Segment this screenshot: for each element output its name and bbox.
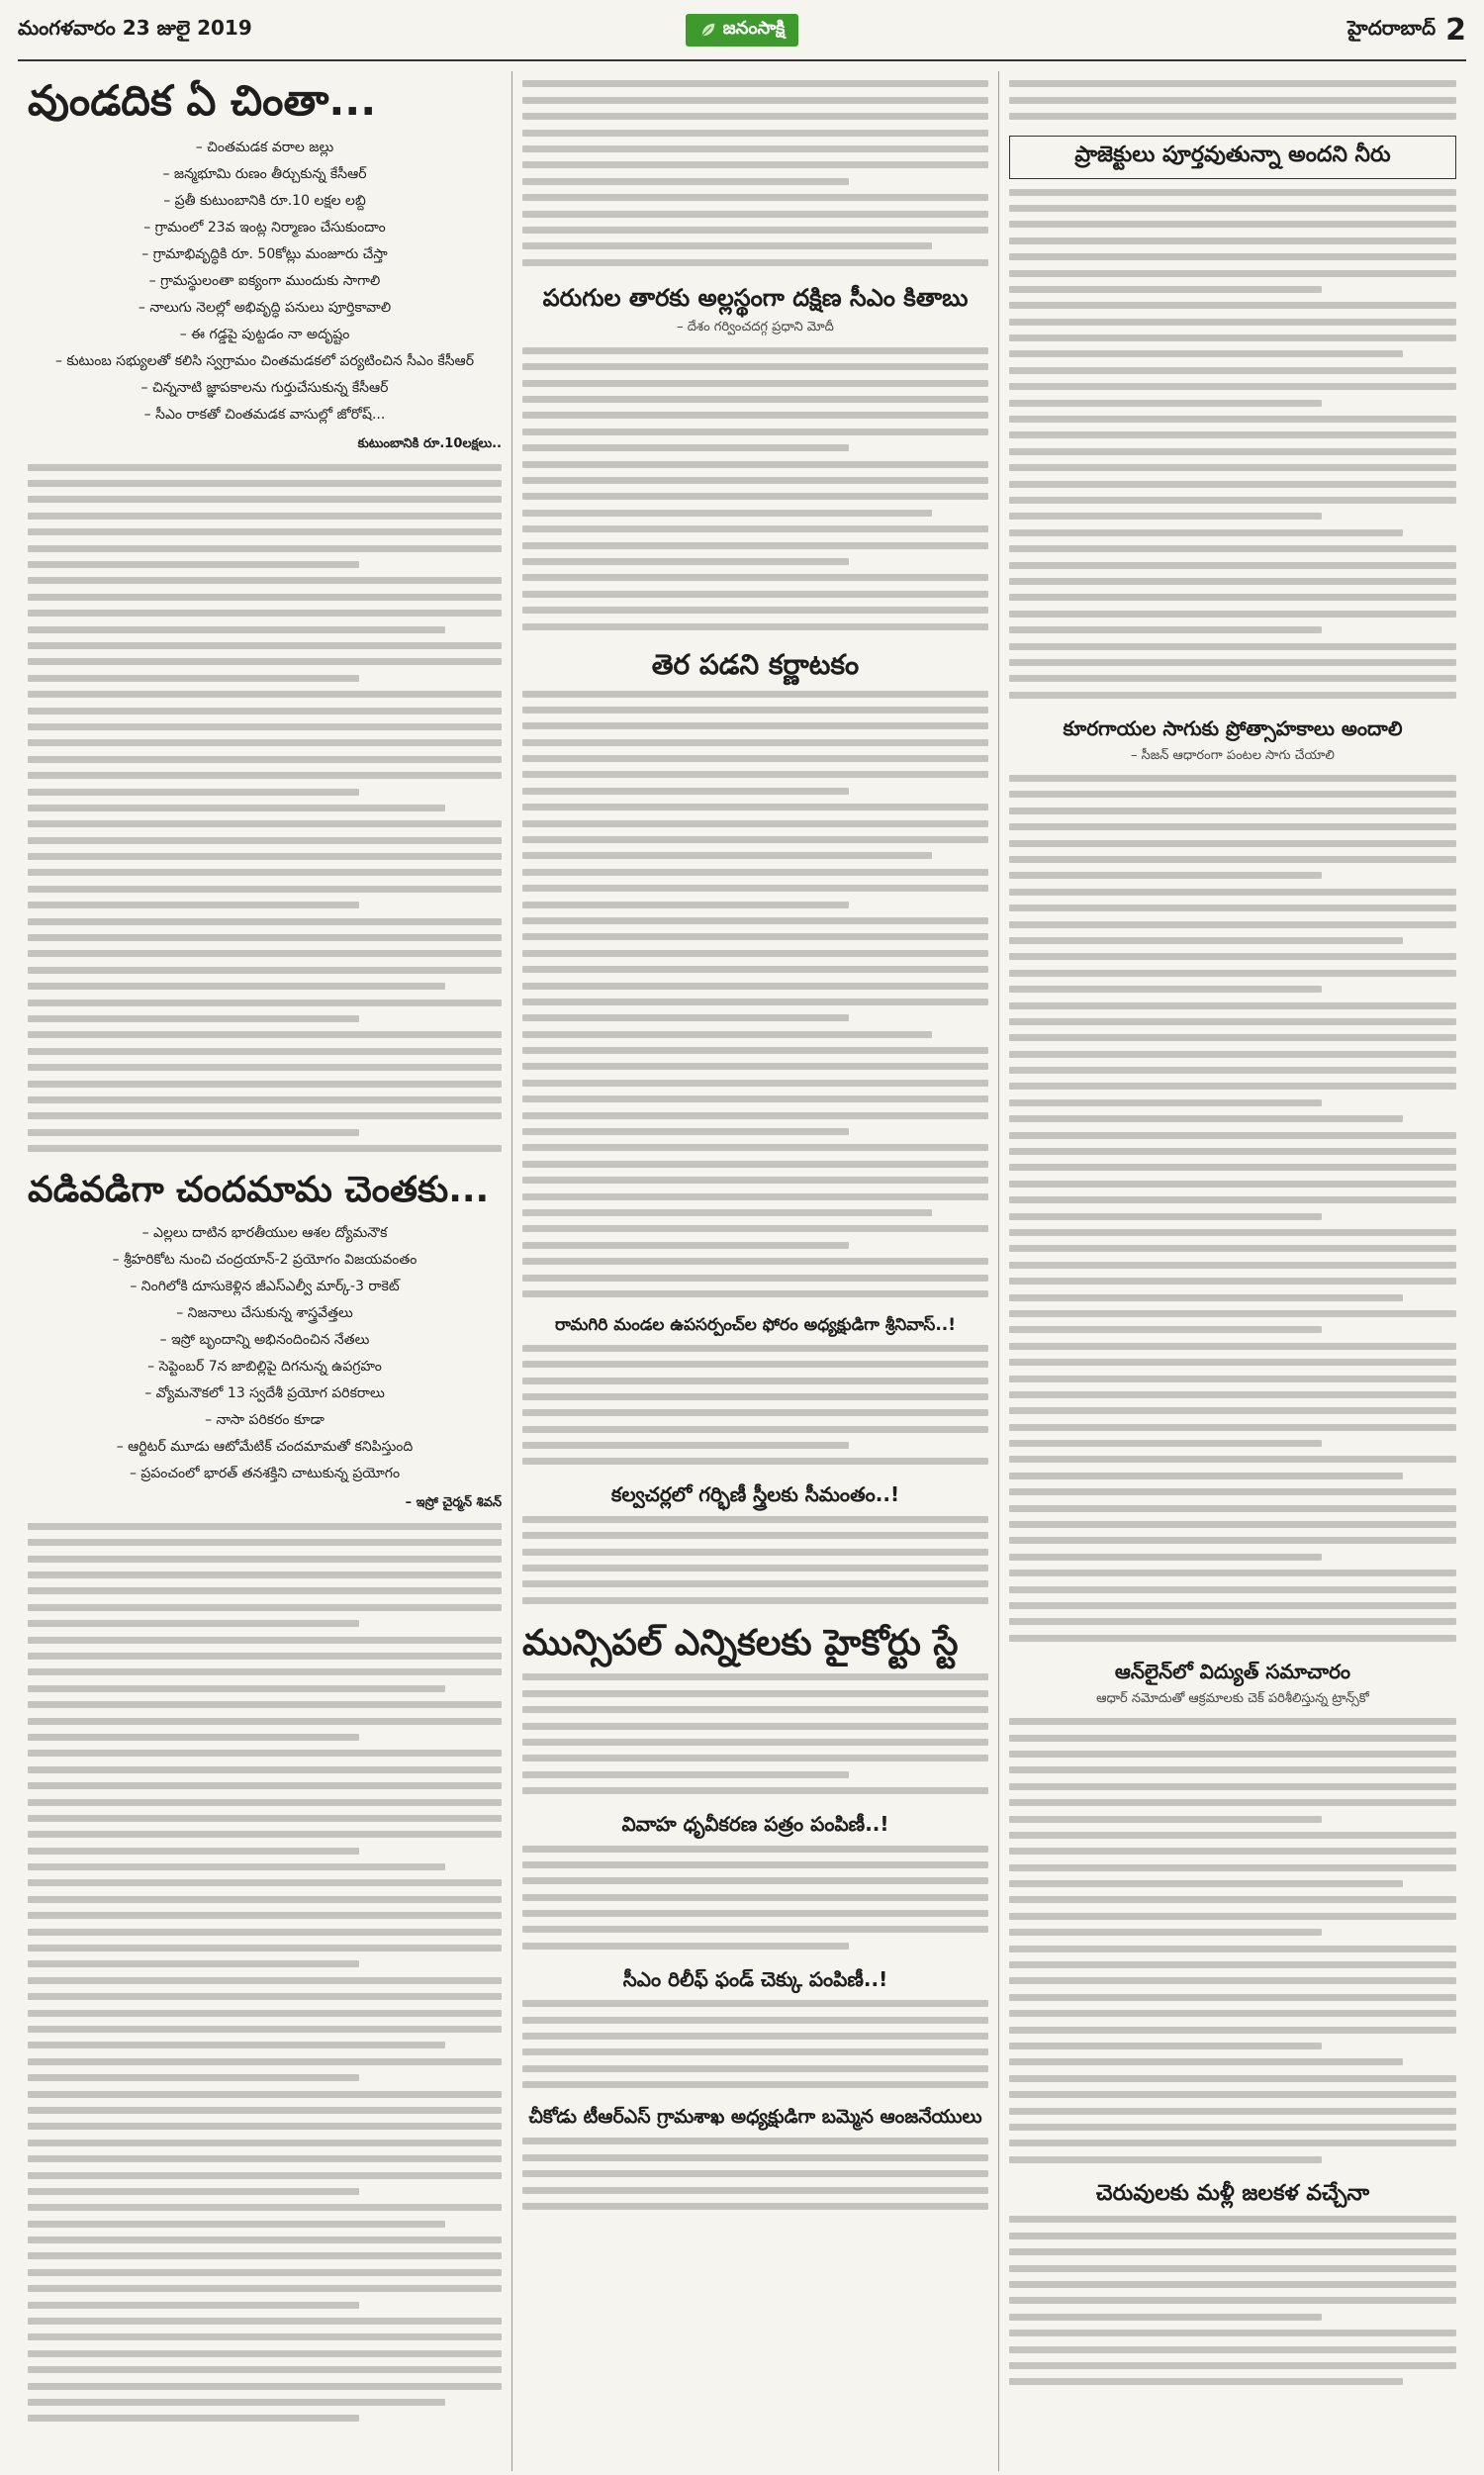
highlight-item: – నాలుగు నెలల్లో అభివృద్ధి పనులు పూర్తికావాలి	[28, 295, 502, 322]
vegetable-farming-headline: కూరగాయల సాగుకు ప్రోత్సాహకాలు అందాలి	[1063, 715, 1403, 740]
lead-highlights	[28, 135, 502, 428]
electricity-online-body	[1009, 1718, 1456, 2163]
projects-water-headline: ప్రాజెక్టులు పూర్తవుతున్నా అందని నీరు	[1009, 136, 1456, 179]
masthead	[18, 0, 1466, 61]
municipal-elections-body	[522, 1673, 988, 1794]
highlight-item: – ప్రతీ కుటుంబానికి రూ.10 లక్షల లబ్ది	[28, 188, 502, 215]
vegetable-farming-body	[1009, 775, 1456, 1642]
ramagiri-article-headline: రామగిరి మండల ఉపసర్పంచ్‌ల ఫోరం అధ్యక్షుడిగా శ్రీనివాస్..!	[554, 1314, 957, 1335]
column-1	[18, 71, 512, 2471]
electricity-online-subhead: ఆధార్ నమోదుతో ఆక్రమాలకు చెక్ పరిశీలిస్తున్న ట్రాన్స్‌కో	[1096, 1690, 1369, 1706]
highlight-item: – నాసా పరికరం కూడా	[28, 1407, 502, 1434]
highlight-item: – చింతమడక వరాల జల్లు	[28, 135, 502, 161]
newspaper-logo	[686, 14, 799, 47]
trs-president-body	[522, 2138, 988, 2210]
tanks-water-headline: చెరువులకు మళ్లీ జలకళ వచ్చేనా	[1095, 2180, 1370, 2206]
karnataka-article-headline: తెర పడని కర్ణాటకం	[651, 647, 860, 681]
lead-headline: వుండదిక ఏ చింతా...	[28, 76, 377, 125]
marriage-certificate-headline: వివాహ ధృవీకరణ పత్రం పంపిణీ..!	[621, 1812, 889, 1837]
leaf-icon	[699, 21, 717, 39]
page-number: 2	[1445, 12, 1466, 48]
highlight-item: – ఆర్టిటర్ మూడు ఆటోమేటిక్ చందమామతో కనిపిస్తుంది	[28, 1434, 502, 1461]
logo-text: జనంసాక్షి	[722, 17, 786, 39]
chandrayaan-highlights	[28, 1220, 502, 1487]
city-name: హైదరాబాద్	[1347, 15, 1437, 40]
highlight-item: – గ్రామాభివృద్ధికి రూ. 50కోట్లు మంజూరు చేస్తా	[28, 241, 502, 268]
chandrayaan-headline: వడివడిగా చందమామ చెంతకు...	[28, 1170, 490, 1211]
electricity-online-headline: ఆన్‌లైన్‌లో విద్యుత్ సమాచారం	[1114, 1659, 1351, 1683]
seemantham-article-body	[522, 1516, 988, 1604]
highlight-item: – ఈ గడ్డపై పుట్టడం నా అదృష్టం	[28, 322, 502, 348]
highlight-item: – ఇస్రో బృందాన్ని అభినందించిన నేతలు	[28, 1327, 502, 1354]
chandrayaan-article-body	[28, 1523, 502, 2422]
highlight-item: – కుటుంబ సభ్యులతో కలిసి స్వగ్రామం చింతమడకలో పర్యటించిన సీఎం కేసీఆర్	[28, 348, 502, 375]
highlight-item: – చిన్ననాటి జ్ఞాపకాలను గుర్తుచేసుకున్న కేసీఆర్	[28, 375, 502, 402]
highlight-item: – గ్రామస్థులంతా ఐక్యంగా ముందుకు సాగాలి	[28, 268, 502, 295]
lead-article-body	[28, 464, 502, 1152]
continued-article-body	[1009, 80, 1456, 120]
relief-fund-body	[522, 2000, 988, 2088]
continued-article-body	[522, 80, 988, 265]
highlight-item: – గ్రామంలో 23వ ఇంట్ల నిర్మాణం చేసుకుందాం	[28, 215, 502, 241]
highlight-item: – సీఎం రాకతో చింతమడక వాసుల్లో జోరోష్...	[28, 402, 502, 428]
highlight-item: – ఎల్లలు దాటిన భారతీయుల ఆశల ద్యోమనౌక	[28, 1220, 502, 1247]
karnataka-article-body	[522, 691, 988, 1297]
column-2	[512, 71, 999, 2471]
highlight-item: – నిజనాలు చేసుకున్న శాస్త్రవేత్తలు	[28, 1300, 502, 1327]
sprinter-article-subhead: – దేశం గర్వించదగ్గ ప్రధాని మోదీ	[677, 320, 834, 335]
tanks-water-body	[1009, 2216, 1456, 2385]
highlight-item: – నింగిలోకి దూసుకెళ్లిన జీఎస్ఎల్వీ మార్క్-3 రాకెట్	[28, 1274, 502, 1300]
projects-water-body	[1009, 189, 1456, 699]
chandrayaan-source: – ఇస్రో చైర్మన్ శివన్	[405, 1495, 502, 1511]
highlight-item: – సెప్టెంబర్ 7న జాబిల్లిపై దిగనున్న ఉపగ్రహం	[28, 1354, 502, 1380]
highlight-item: – ప్రపంచంలో భారత్ తనశక్తిని చాటుకున్న ప్రయోగం	[28, 1461, 502, 1487]
relief-fund-headline: సీఎం రిలీఫ్ ఫండ్ చెక్కు పంపిణీ..!	[622, 1966, 888, 1991]
vegetable-farming-subhead: – సీజన్ ఆధారంగా పంటల సాగు చేయాలి	[1131, 747, 1335, 763]
ramagiri-article-body	[522, 1345, 988, 1466]
sprinter-article-headline: పరుగుల తారకు అల్లస్థంగా దక్షిణ సీఎం కితాబు	[542, 283, 969, 312]
marriage-certificate-body	[522, 1846, 988, 1950]
highlight-item: – శ్రీహరికోట నుంచి చంద్రయాన్-2 ప్రయోగం విజయవంతం	[28, 1247, 502, 1274]
trs-president-headline: చీకోడు టీఆర్ఎస్ గ్రామశాఖ అధ్యక్షుడిగా బమ్మెన ఆంజనేయులు	[528, 2106, 982, 2129]
highlight-item: – వ్యోమనౌకలో 13 స్వదేశీ ప్రయోగ పరికరాలు	[28, 1380, 502, 1407]
municipal-elections-headline: మున్సిపల్ ఎన్నికలకు హైకోర్టు స్టే	[522, 1622, 959, 1664]
sprinter-article-body	[522, 347, 988, 630]
highlight-item: – జన్మభూమి రుణం తీర్చుకున్న కేసీఆర్	[28, 161, 502, 188]
issue-date: మంగళవారం 23 జులై 2019	[18, 15, 252, 40]
column-3	[999, 71, 1466, 2471]
seemantham-article-headline: కల్వచర్లలో గర్భిణీ స్త్రీలకు సీమంతం..!	[610, 1482, 900, 1507]
lead-subhead: కుటుంబానికి రూ.10లక్షలు..	[357, 436, 502, 452]
